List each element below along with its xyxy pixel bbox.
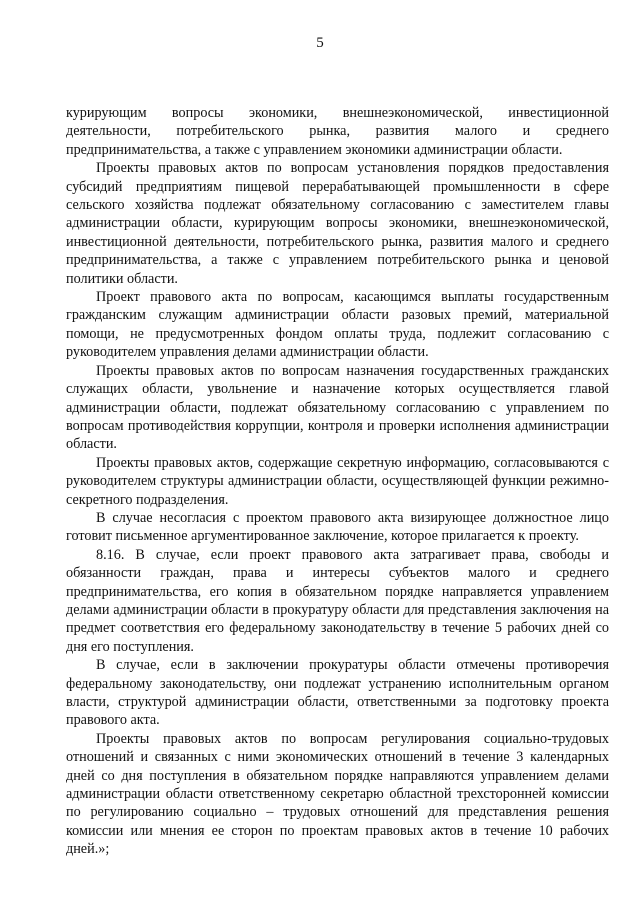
paragraph-social-labour-relations: Проекты правовых актов по вопросам регулирования социально-трудовых отношений и связанных с ними экономических отношений в течение 3 календарных дней со дня поступления в обязательном порядке направляются управлением делами администрации области ответственному секретарю областной трехсторонней комиссии по регулированию социально – трудовых отношений для представления решения комиссии или мнения ее сторон по проектам правовых актов в течение 10 рабочих дней.»; bbox=[66, 730, 609, 858]
page-number: 5 bbox=[316, 35, 324, 51]
paragraph-secret-information: Проекты правовых актов, содержащие секретную информацию, согласовываются с руководителем структуры администрации области, осуществляющей функции режимно-секретного подразделения. bbox=[66, 454, 609, 508]
document-body bbox=[66, 104, 609, 859]
paragraph-disagreement: В случае несогласия с проектом правового акта визирующее должностное лицо готовит письменное аргументированное заключение, которое прилагается к проекту. bbox=[66, 509, 609, 545]
paragraph-continuation: курирующим вопросы экономики, внешнеэкономической, инвестиционной деятельности, потребительского рынка, развития малого и среднего предпринимательства, а также с управлением экономики администрации области. bbox=[66, 105, 609, 158]
paragraph-section-8-16: 8.16. В случае, если проект правового акта затрагивает права, свободы и обязанности граждан, права и интересы субъектов малого и среднего предпринимательства, его копия в обязательном порядке направляется управлением делами администрации области в прокуратуру области для представления заключения на предмет соответствия его федеральному законодательству в течение 5 рабочих дней со дня его поступления. bbox=[66, 546, 609, 655]
paragraph-civil-servants-appointment: Проекты правовых актов по вопросам назначения государственных гражданских служащих области, увольнение и назначение которых осуществляется главой администрации области, подлежат обязательному согласованию с управлением по вопросам противодействия коррупции, контроля и проверки исполнения администрации области. bbox=[66, 362, 609, 453]
paragraph-prosecutor-contradictions: В случае, если в заключении прокуратуры области отмечены противоречия федеральному законодательству, они подлежат устранению исполнительным органом власти, структурой администрации области, ответственными за подготовку проекта правового акта. bbox=[66, 657, 609, 729]
paragraph-subsidies-approval: Проекты правовых актов по вопросам установления порядков предоставления субсидий предприятиям пищевой перерабатывающей промышленности в сфере сельского хозяйства подлежат обязательному согласованию с заместителем главы администрации области, курирующим вопросы экономики, внешнеэкономической, инвестиционной деятельности, потребительского рынка, развития малого и среднего предпринимательства, а также с управлением потребительского рынка и ценовой политики области. bbox=[66, 160, 609, 287]
paragraph-bonus-payments: Проект правового акта по вопросам, касающимся выплаты государственным гражданским служащим администрации области разовых премий, материальной помощи, не предусмотренных фондом оплаты труда, подлежит согласованию с руководителем управления делами администрации области. bbox=[66, 289, 609, 361]
